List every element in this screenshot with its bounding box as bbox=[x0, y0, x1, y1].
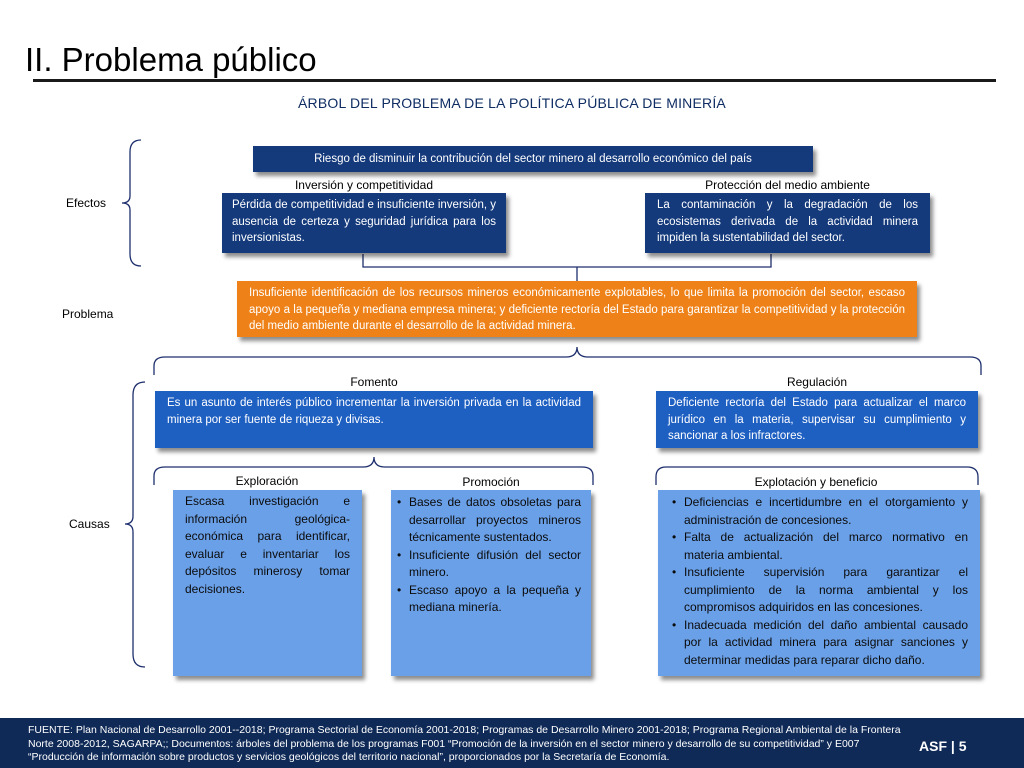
effects-bracket bbox=[122, 140, 141, 266]
list-item: • Bases de datos obsoletas para desarrollar proyectos mineros técnicamente sustentados. bbox=[397, 494, 581, 547]
cause-heading-explotacion: Explotación y beneficio bbox=[754, 475, 878, 489]
problem-label: Problema bbox=[62, 307, 114, 321]
cause-heading-promocion: Promoción bbox=[462, 475, 520, 489]
central-problem-box: Insuficiente identificación de los recursos mineros económicamente explotables, lo que limita la promoción del sector, escaso apoyo a la pequeña y mediana empresa minera; y deficiente rectoría del Estado para garantizar la competitividad y la protección del medio ambiente durante el desarrollo de la actividad minera. bbox=[237, 281, 917, 337]
promocion-list bbox=[397, 494, 581, 617]
list-item: • Insuficiente difusión del sector minero. bbox=[397, 547, 581, 582]
effect-box-investment: Pérdida de competitividad e insuficiente inversión, y ausencia de certeza y seguridad jurídica para los inversionistas. bbox=[222, 193, 506, 253]
list-item: • Falta de actualización del marco normativo en materia ambiental. bbox=[672, 529, 968, 564]
cause-heading-regulacion: Regulación bbox=[786, 375, 848, 389]
list-item: • Inadecuada medición del daño ambiental causado por la actividad minera para asignar sanciones y determinar medidas para reparar dicho daño. bbox=[672, 617, 968, 670]
page-number: ASF | 5 bbox=[919, 738, 967, 754]
cause-box-explotacion bbox=[658, 490, 980, 676]
footer-source: FUENTE: Plan Nacional de Desarrollo 2001--2018; Programa Sectorial de Economía 2001-2018; Programas de Desarrollo Minero 2001-2018; Programa Regional Ambiental de la Frontera Norte 2008-2012, SAGARPA;; Documentos: árboles del problema de los programas F001 “Promoción de la inversión en el sector minero y desarrollo de su competitividad” y E007 “Producción de información sobre productos y servicios geológicos del territorio nacional”, proporcionados por la Secretaría de Economía. bbox=[28, 724, 901, 764]
effect-heading-environment: Protección del medio ambiente bbox=[705, 178, 870, 192]
list-item: • Deficiencias e incertidumbre en el otorgamiento y administración de concesiones. bbox=[672, 494, 968, 529]
cause-heading-fomento: Fomento bbox=[350, 375, 398, 389]
explotacion-list bbox=[672, 494, 968, 669]
causes-label: Causas bbox=[69, 517, 110, 531]
cause-box-exploracion: Escasa investigación e información geológica-económica para identificar, evaluar e inventariar los depósitos minerosy tomar decisiones. bbox=[173, 490, 362, 676]
causes-top-brace bbox=[154, 347, 981, 375]
cause-box-promocion bbox=[391, 490, 591, 676]
list-item: • Insuficiente supervisión para garantizar el cumplimiento de la norma ambiental y los compromisos adquiridos en las concesiones. bbox=[672, 564, 968, 617]
cause-heading-exploracion: Exploración bbox=[235, 474, 299, 488]
cause-box-fomento: Es un asunto de interés público incrementar la inversión privada en la actividad minera por ser fuente de riqueza y divisas. bbox=[155, 391, 593, 448]
effects-label: Efectos bbox=[66, 196, 107, 210]
effect-box-environment: La contaminación y la degradación de los ecosistemas derivada de la actividad minera impiden la sustentabilidad del sector. bbox=[645, 193, 930, 253]
list-item: • Escaso apoyo a la pequeña y mediana minería. bbox=[397, 582, 581, 617]
effect-heading-investment: Inversión y competitividad bbox=[294, 178, 434, 192]
cause-box-regulacion: Deficiente rectoría del Estado para actualizar el marco jurídico en la materia, supervisar su cumplimiento y sancionar a los infractores. bbox=[656, 391, 978, 448]
diagram-subtitle: ÁRBOL DEL PROBLEMA DE LA POLÍTICA PÚBLICA DE MINERÍA bbox=[298, 95, 726, 111]
main-effect-box: Riesgo de disminuir la contribución del sector minero al desarrollo económico del país bbox=[253, 146, 813, 172]
causes-bracket bbox=[125, 382, 145, 667]
page-title: II. Problema público bbox=[25, 41, 317, 78]
effects-to-problem-connector bbox=[363, 254, 771, 281]
